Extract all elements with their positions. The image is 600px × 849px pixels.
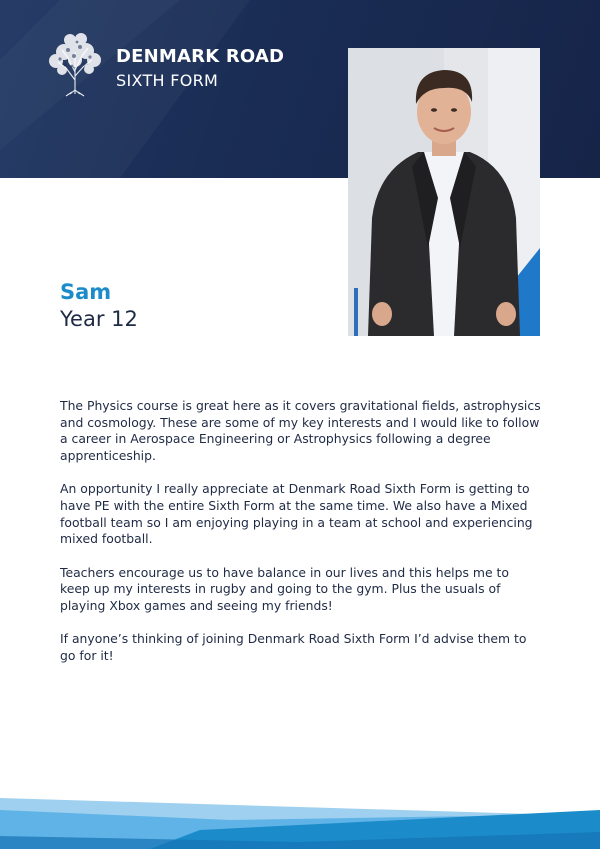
testimonial-body [60, 398, 542, 681]
testimonial-paragraph: Teachers encourage us to have balance in our lives and this helps me to keep up my interests in rugby and going to the gym. Plus the usuals of playing Xbox games and seeing my friends! [60, 564, 509, 614]
student-year: Year 12 [60, 307, 138, 331]
footer-wave [0, 780, 600, 849]
school-name: DENMARK ROAD [116, 46, 285, 67]
school-subtitle: SIXTH FORM [116, 71, 219, 90]
testimonial-paragraph: The Physics course is great here as it covers gravitational fields, astrophysics and cosmology. These are some of my key interests and I would like to follow a career in Aerospace Engineering or Astrophysics following a degree apprenticeship. [60, 398, 541, 464]
student-photo [348, 48, 540, 336]
testimonial-paragraph: If anyone’s thinking of joining Denmark Road Sixth Form I’d advise them to go for it! [60, 631, 527, 663]
student-name: Sam [60, 280, 112, 304]
tree-icon [44, 28, 106, 98]
testimonial-paragraph: An opportunity I really appreciate at Denmark Road Sixth Form is getting to have PE with the entire Sixth Form at the same time. We also have a Mixed football team so I am enjoying playing in a team at school and experiencing mixed football. [60, 481, 533, 547]
